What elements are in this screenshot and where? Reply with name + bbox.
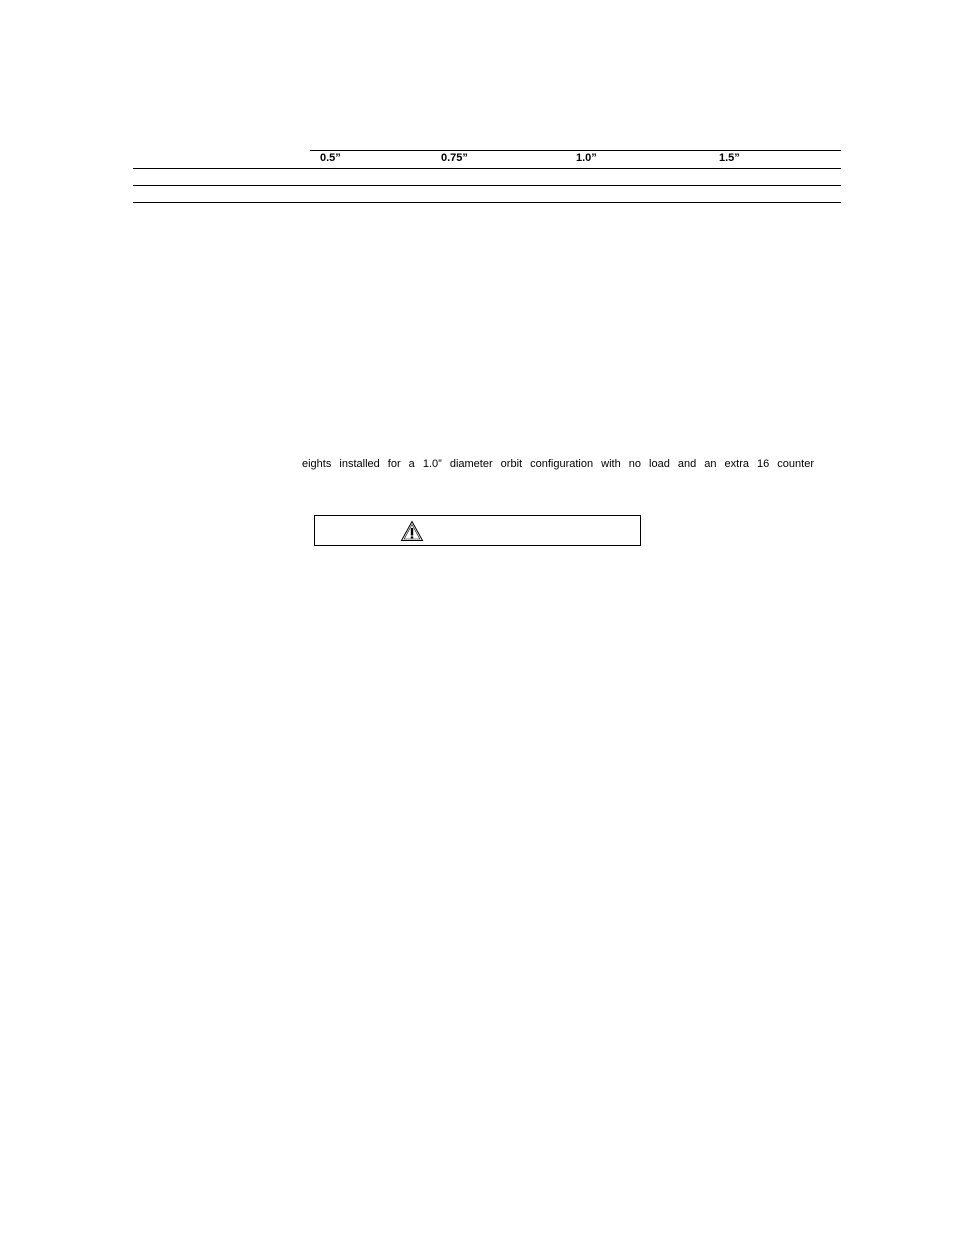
column-header-1-5: 1.5” <box>719 152 740 164</box>
table-bottom-rule <box>133 202 841 203</box>
column-header-1-0: 1.0” <box>576 152 597 164</box>
warning-box <box>314 515 641 546</box>
column-header-0-5: 0.5” <box>320 152 341 164</box>
column-header-0-75: 0.75” <box>441 152 468 164</box>
table-top-rule <box>310 150 841 151</box>
table-row-rule <box>133 185 841 186</box>
table-header-rule <box>133 168 841 169</box>
body-paragraph: eights installed for a 1.0” diameter orbit configuration with no load and an extra 16 counter <box>302 458 814 470</box>
orbit-diameter-table <box>0 0 954 210</box>
warning-triangle-icon <box>400 520 424 542</box>
